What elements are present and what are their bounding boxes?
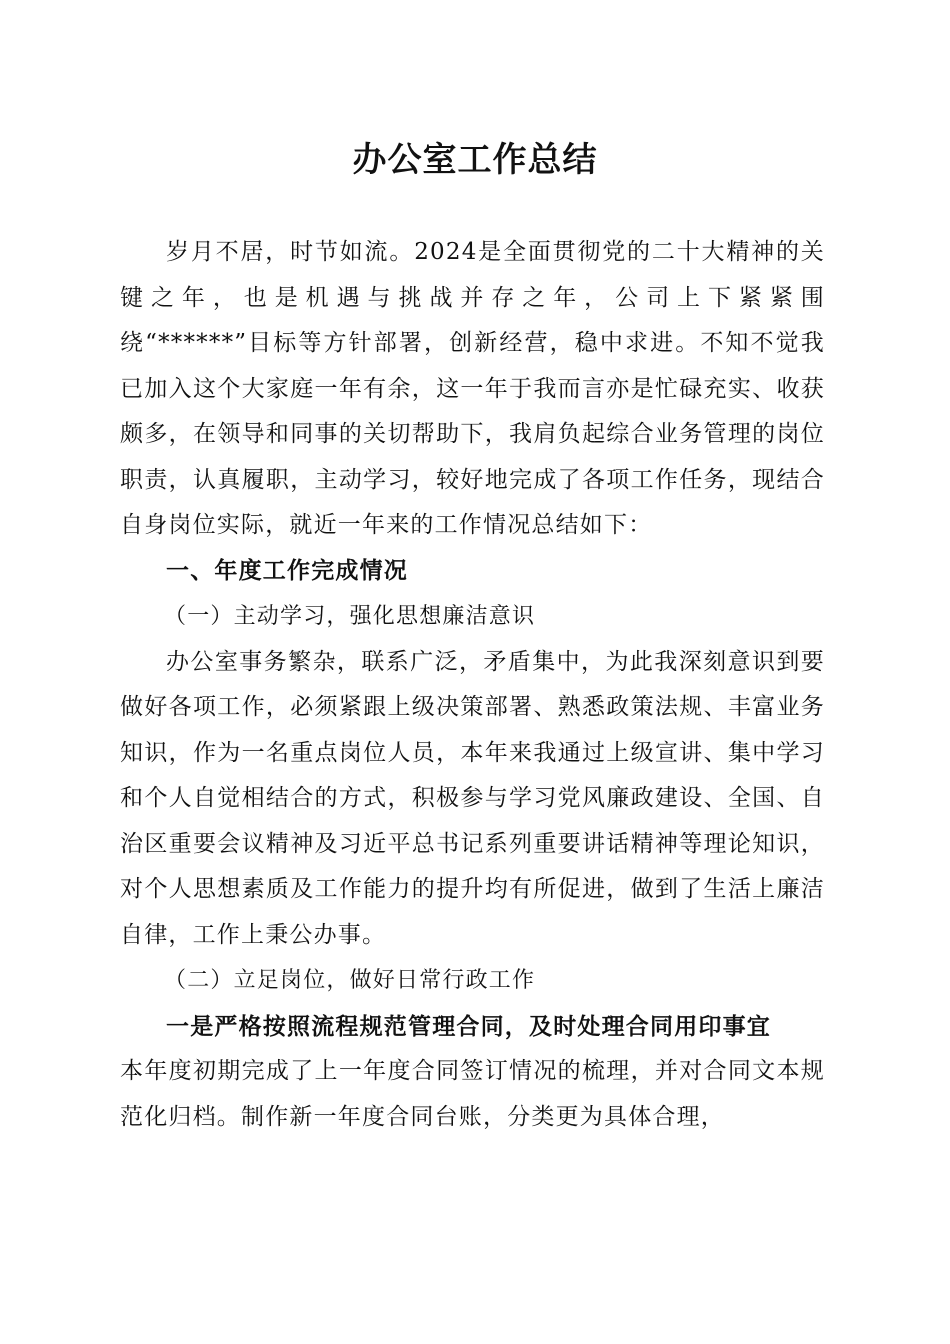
study-paragraph: 办公室事务繁杂，联系广泛，矛盾集中，为此我深刻意识到要做好各项工作，必须紧跟上级决策部署、熟悉政策法规、丰富业务知识，作为一名重点岗位人员，本年来我通过上级宣讲、集中学习和个人自觉相结合的方式，积极参与学习党风廉政建设、全国、自治区重要会议精神及习近平总书记系列重要讲话精神等理论知识，对个人思想素质及工作能力的提升均有所促进，做到了生活上廉洁自律，工作上秉公办事。 (120, 648, 825, 948)
intro-paragraph: 岁月不居，时节如流。2024是全面贯彻党的二十大精神的关键之年，也是机遇与挑战并存之年，公司上下紧紧围绕“******”目标等方针部署，创新经营，稳中求进。不知不觉我已加入这个大家庭一年有余，这一年于我而言亦是忙碌充实、收获颇多，在领导和同事的关切帮助下，我肩负起综合业务管理的岗位职责，认真履职，主动学习，较好地完成了各项工作任务，现结合自身岗位实际，就近一年来的工作情况总结如下： (120, 239, 825, 538)
section-heading-annual-work: 一、年度工作完成情况 (166, 557, 408, 584)
subsection-heading-study: （一）主动学习，强化思想廉洁意识 (164, 604, 536, 629)
document-body (120, 230, 825, 1140)
document-title: 办公室工作总结 (352, 140, 598, 180)
contract-management-paragraph: 本年度初期完成了上一年度合同签订情况的梳理，并对合同文本规范化归档。制作新一年度合同台账，分类更为具体合理， (120, 1058, 825, 1130)
contract-management-lead: 一是严格按照流程规范管理合同，及时处理合同用印事宜 (166, 1012, 771, 1040)
subsection-heading-admin-work: （二）立足岗位，做好日常行政工作 (164, 968, 536, 993)
